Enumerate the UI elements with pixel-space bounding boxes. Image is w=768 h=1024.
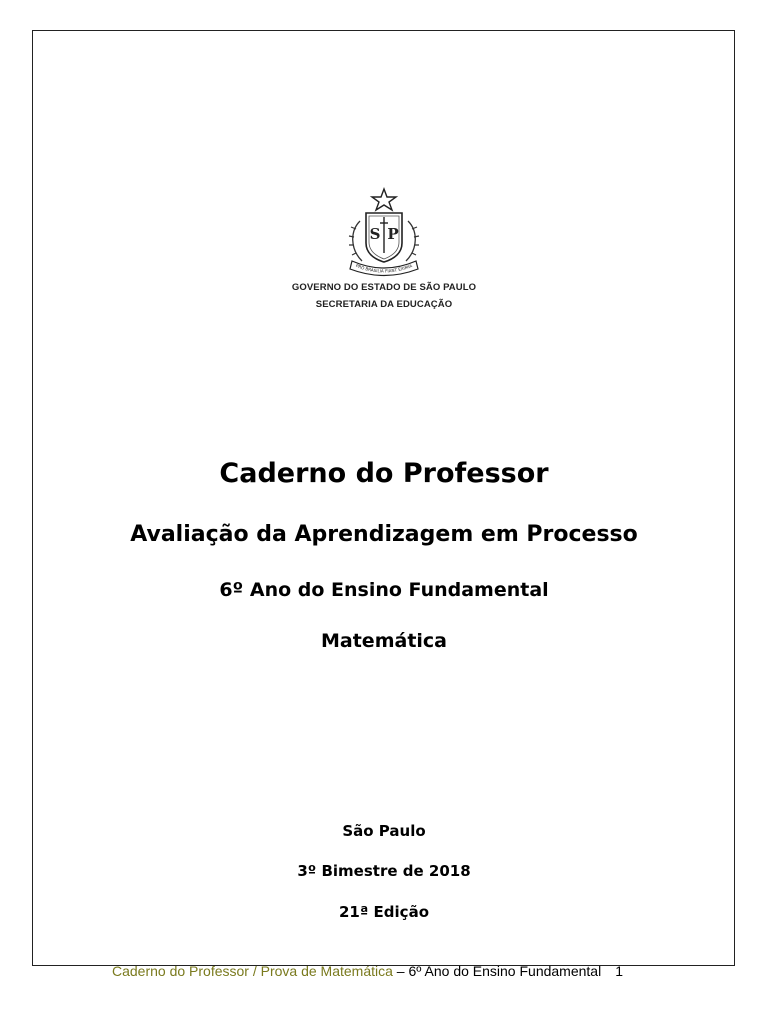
school-period: 3º Bimestre de 2018	[297, 862, 471, 880]
footer-highlight: Caderno do Professor / Prova de Matemática	[112, 963, 393, 979]
edition: 21ª Edição	[339, 903, 429, 921]
document-title: Caderno do Professor	[219, 458, 549, 489]
seal-letter-left: S	[369, 225, 381, 243]
seal-letter-right: P	[387, 225, 399, 243]
subject-name: Matemática	[321, 630, 447, 652]
footer-separator: –	[392, 963, 409, 979]
seal-motto: PRO BRASILIA FIANT EXIMIA	[355, 263, 413, 274]
seal-star	[372, 189, 396, 210]
government-name: GOVERNO DO ESTADO DE SÃO PAULO	[291, 282, 477, 293]
page-number: 1	[615, 963, 623, 979]
page-footer	[112, 963, 623, 979]
city: São Paulo	[342, 822, 426, 840]
grade-level: 6º Ano do Ensino Fundamental	[219, 579, 549, 601]
footer-grade: 6º Ano do Ensino Fundamental	[408, 963, 602, 979]
department-name: SECRETARIA DA EDUCAÇÃO	[315, 299, 453, 310]
document-subtitle: Avaliação da Aprendizagem em Processo	[130, 522, 638, 547]
sao-paulo-coat-of-arms-icon	[338, 187, 430, 279]
